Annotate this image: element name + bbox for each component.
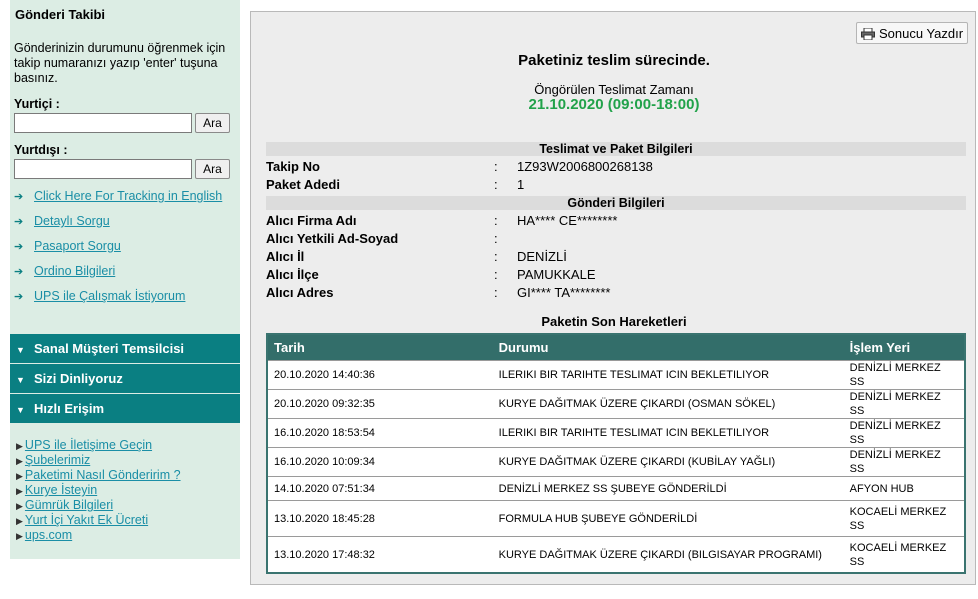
tracking-sidebar (10, 0, 240, 559)
move-status: KURYE DAĞITMAK ÜZERE ÇIKARDI (OSMAN SÖKEL) (493, 390, 844, 419)
separator-colon: : (494, 213, 498, 228)
link-fuel-surcharge[interactable] (16, 513, 181, 528)
movements-table (266, 333, 966, 574)
separator-colon: : (494, 159, 498, 174)
move-date: 14.10.2020 07:51:34 (267, 477, 493, 501)
tracking-no-label: Takip No (266, 159, 320, 174)
recipient-contact-row (266, 230, 966, 248)
recipient-label: Alıcı Adres (266, 285, 334, 300)
move-place: KOCAELİ MERKEZ SS (844, 537, 965, 574)
move-date: 20.10.2020 09:32:35 (267, 390, 493, 419)
table-row (267, 477, 965, 501)
table-row (267, 501, 965, 537)
triangle-right-icon: ▶ (16, 531, 23, 541)
eta-label: Öngörülen Teslimat Zamanı (534, 82, 694, 97)
link-careers[interactable] (14, 289, 185, 305)
accordion-feedback[interactable] (10, 364, 240, 393)
move-place: DENİZLİ MERKEZ SS (844, 419, 965, 448)
recipient-label: Alıcı İlçe (266, 267, 319, 282)
recipient-city-row (266, 248, 966, 266)
table-row (267, 390, 965, 419)
tracking-result-panel (250, 11, 976, 585)
recipient-label: Alıcı Yetkili Ad-Soyad (266, 231, 399, 246)
move-date: 13.10.2020 17:48:32 (267, 537, 493, 574)
domestic-tracking-input[interactable] (14, 113, 192, 133)
domestic-search-button[interactable]: Ara (195, 113, 230, 133)
link-label[interactable]: Yurt İçi Yakıt Ek Ücreti (24, 513, 149, 527)
link-label[interactable]: Paketimi Nasıl Gönderirim ? (24, 468, 181, 482)
move-place: AFYON HUB (844, 477, 965, 501)
column-header-status: Durumu (493, 334, 844, 361)
link-contact[interactable] (16, 438, 181, 453)
tracking-no-row (266, 158, 966, 176)
caret-down-icon: ▼ (16, 405, 25, 415)
separator-colon: : (494, 267, 498, 282)
link-label[interactable]: Şubelerimiz (24, 453, 91, 467)
link-label[interactable]: Ordino Bilgileri (34, 264, 116, 278)
link-ordino-info[interactable] (14, 264, 115, 280)
recipient-label: Alıcı Firma Adı (266, 213, 357, 228)
shipment-section-title: Gönderi Bilgileri (266, 196, 966, 210)
separator-colon: : (494, 249, 498, 264)
eta-value: 21.10.2020 (09:00-18:00) (528, 96, 700, 113)
recipient-label: Alıcı İl (266, 249, 305, 264)
sidebar-description: Gönderinizin durumunu öğrenmek için takip numaranızı yazıp 'enter' tuşuna basınız. (14, 41, 226, 85)
domestic-label: Yurtiçi : (14, 97, 60, 111)
move-status: FORMULA HUB ŞUBEYE GÖNDERİLDİ (493, 501, 844, 537)
separator-colon: : (494, 231, 498, 246)
link-ups-com[interactable] (16, 528, 181, 543)
international-search-button[interactable]: Ara (195, 159, 230, 179)
package-count-value: 1 (517, 177, 525, 192)
recipient-value: PAMUKKALE (517, 267, 596, 282)
link-branches[interactable] (16, 453, 181, 468)
link-label[interactable]: Kurye İsteyin (24, 483, 98, 497)
move-status: ILERIKI BIR TARIHTE TESLIMAT ICIN BEKLETILIYOR (493, 361, 844, 390)
recent-movements-title: Paketin Son Hareketleri (541, 314, 687, 329)
quick-access-links (16, 438, 181, 543)
recipient-address-row (266, 284, 966, 302)
move-status: KURYE DAĞITMAK ÜZERE ÇIKARDI (BILGISAYAR PROGRAMI) (493, 537, 844, 574)
printer-icon (861, 28, 875, 40)
triangle-right-icon: ▶ (16, 516, 23, 526)
recipient-company-row (266, 212, 966, 230)
table-row (267, 361, 965, 390)
triangle-right-icon: ▶ (16, 486, 23, 496)
link-passport-query[interactable] (14, 239, 121, 255)
arrow-right-icon: ➔ (14, 266, 24, 278)
recipient-value: DENİZLİ (517, 249, 567, 264)
sidebar-title: Gönderi Takibi (15, 7, 106, 22)
arrow-right-icon: ➔ (14, 191, 24, 203)
recipient-value: HA**** CE******** (517, 213, 618, 228)
link-label[interactable]: Pasaport Sorgu (34, 239, 121, 253)
separator-colon: : (494, 285, 498, 300)
link-customs-info[interactable] (16, 498, 181, 513)
delivery-section-title: Teslimat ve Paket Bilgileri (266, 142, 966, 156)
tracking-no-value: 1Z93W2006800268138 (517, 159, 653, 174)
move-place: KOCAELİ MERKEZ SS (844, 501, 965, 537)
table-header-row (267, 334, 965, 361)
accordion-label: Sizi Dinliyoruz (34, 371, 123, 386)
recipient-district-row (266, 266, 966, 284)
print-result-button[interactable] (856, 22, 968, 44)
move-date: 16.10.2020 18:53:54 (267, 419, 493, 448)
international-tracking-input[interactable] (14, 159, 192, 179)
triangle-right-icon: ▶ (16, 441, 23, 451)
link-request-courier[interactable] (16, 483, 181, 498)
accordion-label: Sanal Müşteri Temsilcisi (34, 341, 185, 356)
column-header-date: Tarih (267, 334, 493, 361)
international-label: Yurtdışı : (14, 143, 68, 157)
link-label[interactable]: UPS ile İletişime Geçin (24, 438, 153, 452)
column-header-place: İşlem Yeri (844, 334, 965, 361)
accordion-label: Hızlı Erişim (34, 401, 105, 416)
separator-colon: : (494, 177, 498, 192)
link-detailed-query[interactable] (14, 214, 110, 230)
recipient-value: GI**** TA******** (517, 285, 611, 300)
accordion-quick-access[interactable] (10, 394, 240, 423)
table-row (267, 419, 965, 448)
caret-down-icon: ▼ (16, 375, 25, 385)
link-english-tracking[interactable] (14, 189, 222, 205)
arrow-right-icon: ➔ (14, 291, 24, 303)
move-status: ILERIKI BIR TARIHTE TESLIMAT ICIN BEKLETILIYOR (493, 419, 844, 448)
move-place: DENİZLİ MERKEZ SS (844, 448, 965, 477)
package-count-row (266, 176, 966, 194)
arrow-right-icon: ➔ (14, 216, 24, 228)
move-status: DENİZLİ MERKEZ SS ŞUBEYE GÖNDERİLDİ (493, 477, 844, 501)
package-count-label: Paket Adedi (266, 177, 340, 192)
table-row (267, 537, 965, 574)
link-label[interactable]: Detaylı Sorgu (34, 214, 110, 228)
triangle-right-icon: ▶ (16, 501, 23, 511)
link-label[interactable]: UPS ile Çalışmak İstiyorum (34, 289, 186, 303)
link-how-to-ship[interactable] (16, 468, 181, 483)
move-status: KURYE DAĞITMAK ÜZERE ÇIKARDI (KUBİLAY YAĞLI) (493, 448, 844, 477)
triangle-right-icon: ▶ (16, 456, 23, 466)
link-label[interactable]: Gümrük Bilgileri (24, 498, 114, 512)
link-label[interactable]: Click Here For Tracking in English (34, 189, 223, 203)
move-place: DENİZLİ MERKEZ SS (844, 390, 965, 419)
move-date: 13.10.2020 18:45:28 (267, 501, 493, 537)
caret-down-icon: ▼ (16, 345, 25, 355)
move-date: 20.10.2020 14:40:36 (267, 361, 493, 390)
move-date: 16.10.2020 10:09:34 (267, 448, 493, 477)
status-heading: Paketiniz teslim sürecinde. (518, 52, 710, 69)
accordion-virtual-rep[interactable] (10, 334, 240, 363)
arrow-right-icon: ➔ (14, 241, 24, 253)
print-button-label: Sonucu Yazdır (879, 26, 964, 41)
triangle-right-icon: ▶ (16, 471, 23, 481)
link-label[interactable]: ups.com (24, 528, 73, 542)
move-place: DENİZLİ MERKEZ SS (844, 361, 965, 390)
table-row (267, 448, 965, 477)
